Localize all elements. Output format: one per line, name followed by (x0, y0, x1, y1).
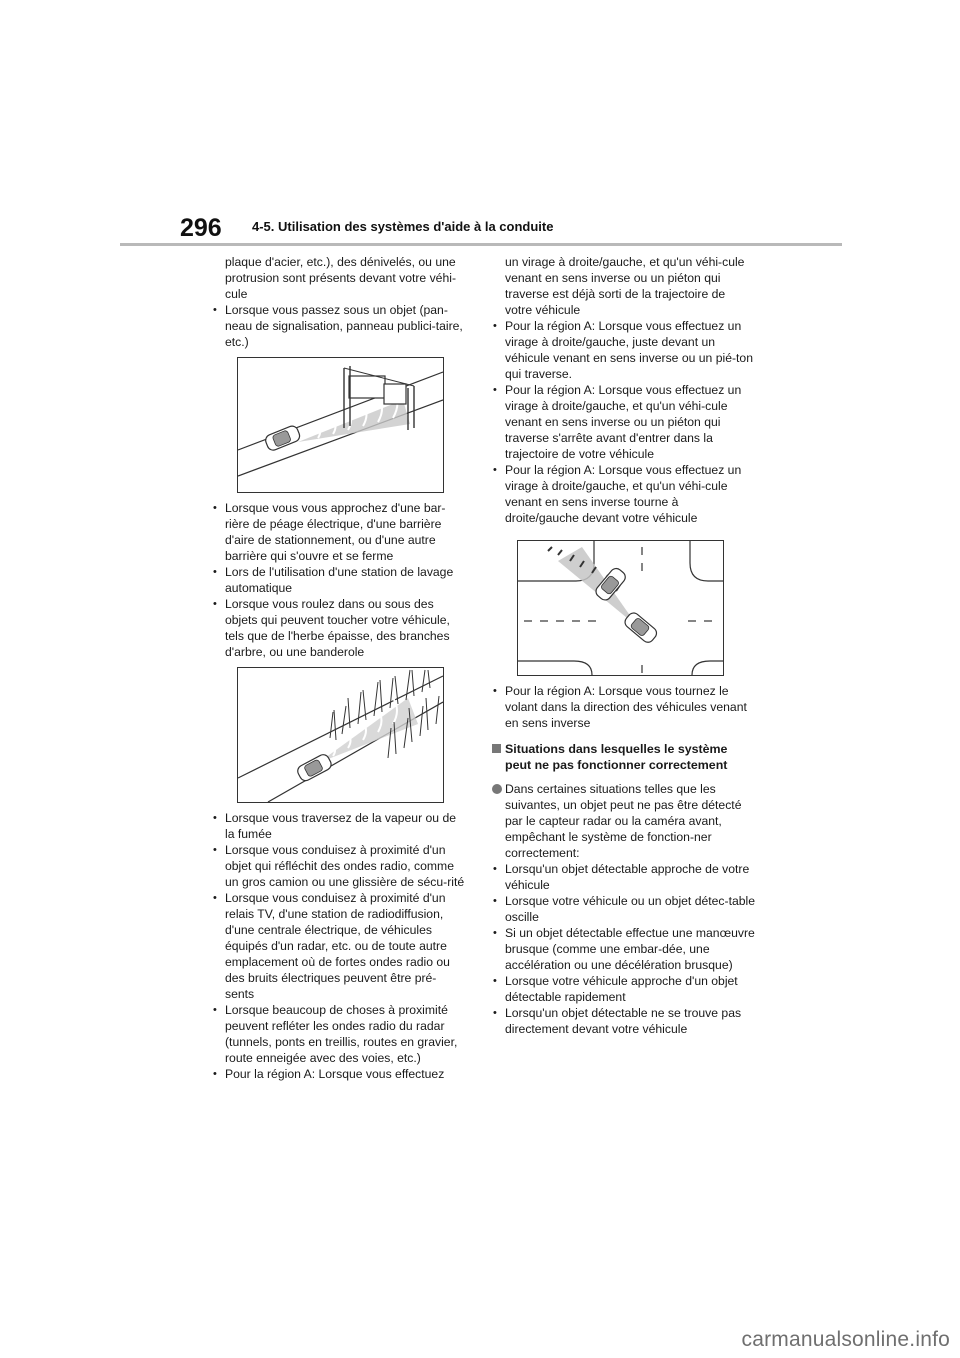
tall-grass-illustration (238, 668, 443, 802)
list-item: • Pour la région A: Lorsque vous tournez le volant dans la direction des véhicules venant en sens inverse (491, 683, 755, 731)
list-item: • Pour la région A: Lorsque vous effectuez (211, 1066, 465, 1082)
left-column (211, 254, 465, 1082)
list-item: • Lorsque votre véhicule approche d'un objet détectable rapidement (491, 973, 755, 1005)
list-item: • Lorsque beaucoup de choses à proximité peuvent refléter les ondes radio du radar (tunnels, ponts en treillis, routes en gravier, route enneigée avec des voies, etc.) (211, 1002, 465, 1066)
square-bullet-icon (492, 744, 501, 753)
figure-overhead-sign (237, 357, 444, 493)
intersection-illustration (518, 541, 723, 675)
list-item: • Lorsque vous roulez dans ou sous des objets qui peuvent toucher votre véhicule, tels que de l'herbe épaisse, des branches d'arbre, ou une banderole (211, 596, 465, 660)
subsection-heading (491, 741, 755, 773)
list-item: • Lorsque vous passez sous un objet (pan-neau de signalisation, panneau publici-taire, etc.) (211, 302, 465, 350)
list-item: • Lors de l'utilisation d'une station de lavage automatique (211, 564, 465, 596)
list-item: • Pour la région A: Lorsque vous effectuez un virage à droite/gauche, juste devant un véhicule venant en sens inverse ou un pié-ton qui traverse. (491, 318, 755, 382)
right-column (491, 254, 755, 1037)
circle-bullet-icon (492, 784, 502, 794)
page-number: 296 (180, 214, 222, 242)
circle-text: Dans certaines situations telles que les suivantes, un objet peut ne pas être détecté par le capteur radar ou la caméra avant, empêchant le système de fonction-ner correctement: (505, 782, 742, 860)
list-item: • Lorsque vous traversez de la vapeur ou de la fumée (211, 810, 465, 842)
circle-paragraph (491, 781, 755, 861)
list-item: • Lorsque vous conduisez à proximité d'un objet qui réfléchit des ondes radio, comme un gros camion ou une glissière de sécu-rité (211, 842, 465, 890)
list-item: • Lorsqu'un objet détectable ne se trouve pas directement devant votre véhicule (491, 1005, 755, 1037)
figure-intersection (517, 540, 724, 676)
section-title: 4-5. Utilisation des systèmes d'aide à la conduite (252, 219, 554, 234)
heading-text: Situations dans lesquelles le système peut ne pas fonctionner correctement (505, 742, 728, 772)
list-item: • Lorsqu'un objet détectable approche de votre véhicule (491, 861, 755, 893)
header-rule (120, 243, 842, 246)
list-item: • Pour la région A: Lorsque vous effectuez un virage à droite/gauche, et qu'un véhi-cule venant en sens inverse tourne à droite/gauche devant votre véhicule (491, 462, 755, 526)
overhead-sign-illustration (238, 358, 443, 492)
list-item: • Si un objet détectable effectue une manœuvre brusque (comme une embar-dée, une accélération ou une décélération brusque) (491, 925, 755, 973)
list-item: • Lorsque vous vous approchez d'une bar-rière de péage électrique, d'une barrière d'aire de stationnement, ou d'une autre barrière qui s'ouvre et se ferme (211, 500, 465, 564)
figure-tall-grass (237, 667, 444, 803)
watermark-link[interactable]: carmanualsonline.info (741, 1328, 950, 1351)
intro-text: plaque d'acier, etc.), des dénivelés, ou une protrusion sont présents devant votre véhi-cule (225, 255, 457, 301)
continued-text: un virage à droite/gauche, et qu'un véhi-cule venant en sens inverse ou un piéton qui traverse est déjà sorti de la trajectoire de votre véhicule (505, 255, 745, 317)
list-item: • Lorsque votre véhicule ou un objet détec-table oscille (491, 893, 755, 925)
list-item: • Lorsque vous conduisez à proximité d'un relais TV, d'une station de radiodiffusion, d'une centrale électrique, de véhicules équipés d'un radar, etc. ou de toute autre emplacement où de fortes ondes radio ou des bruits électriques peuvent être pré-sents (211, 890, 465, 1002)
list-item: • Pour la région A: Lorsque vous effectuez un virage à droite/gauche, et qu'un véhi-cule venant en sens inverse ou un piéton qui traverse s'arrête avant d'entrer dans la trajectoire de votre véhicule (491, 382, 755, 462)
